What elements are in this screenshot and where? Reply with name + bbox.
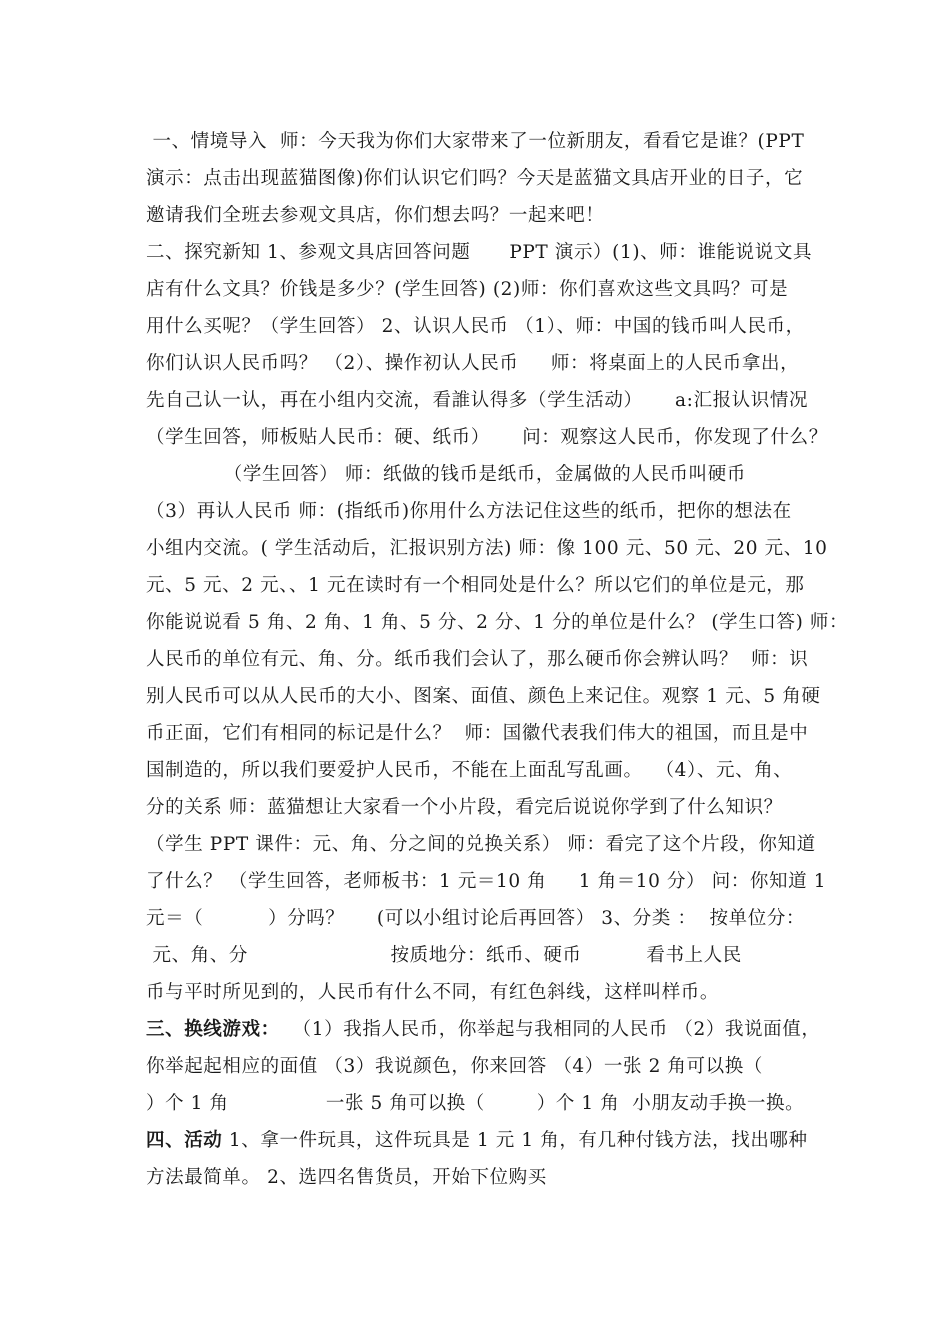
text-line: 币正面，它们有相同的标记是什么？ 师：国徽代表我们伟大的祖国，而且是中 [146,723,809,744]
section-4-line [146,1129,808,1153]
text-line: 元、5 元、2 元、、1 元在读时有一个相同处是什么？所以它们的单位是元，那 [146,575,805,596]
text-line: 二、探究新知 1、参观文具店回答问题 PPT 演示）(1)、师：谁能说说文具 [146,242,813,263]
section-3-heading: 三、换线游戏： [146,1019,280,1040]
text-line: 演示：点击出现蓝猫图像)你们认识它们吗？今天是蓝猫文具店开业的日子，它 [146,168,804,189]
section-3-line [146,1018,821,1042]
text-line: 你举起起相应的面值 （3）我说颜色，你来回答 （4）一张 2 角可以换（ [146,1056,763,1077]
text-line: 小组内交流。( 学生活动后，汇报识别方法) 师：像 100 元、50 元、20 元、10 [146,538,828,559]
text-line: 分的关系 师：蓝猫想让大家看一个小片段，看完后说说你学到了什么知识？ [146,797,783,818]
text-line: 邀请我们全班去参观文具店，你们想去吗？一起来吧！ [146,205,605,226]
text-line: 一、情境导入 师：今天我为你们大家带来了一位新朋友，看看它是谁？(PPT [146,131,805,152]
text-line: 你们认识人民币吗？ （2）、操作初认人民币 师：将桌面上的人民币拿出， [146,353,800,374]
section-3-text: （1）我指人民币，你举起与我相同的人民币 （2）我说面值， [279,1019,821,1040]
text-line: 你能说说看 5 角、2 角、1 角、5 分、2 分、1 分的单位是什么？ (学生口答) 师： [146,612,849,633]
text-line: 元＝（ ）分吗？ (可以小组讨论后再回答） 3、分类 ： 按单位分： [146,908,806,929]
text-line: ）个 1 角 一张 5 角可以换（ ）个 1 角 小朋友动手换一换。 [146,1093,805,1114]
text-line: （3）再认人民币 师：(指纸币)你用什么方法记住这些的纸币，把你的想法在 [146,501,792,522]
text-line: 店有什么文具？价钱是多少？(学生回答) (2)师：你们喜欢这些文具吗？可是 [146,279,789,300]
text-line: （学生 PPT 课件：元、角、分之间的兑换关系） 师：看完了这个片段，你知道 [146,834,816,855]
text-line: 了什么？ （学生回答，老师板书：1 元＝10 角 1 角＝10 分） 问：你知道 1 [146,871,827,892]
section-4-text: 1、拿一件玩具，这件玩具是 1 元 1 角，有几种付钱方法，找出哪种 [222,1130,808,1151]
text-line: （学生回答） 师：纸做的钱币是纸币，金属做的人民币叫硬币 [146,464,746,485]
text-line: 元、角、分 按质地分：纸币、硬币 看书上人民 [146,945,742,966]
text-line: 先自己认一认，再在小组内交流，看誰认得多（学生活动） a:汇报认识情况 [146,390,809,411]
text-line: 别人民币可以从人民币的大小、图案、面值、颜色上来记住。观察 1 元、5 角硬 [146,686,821,707]
text-line: 方法最简单。 2、选四名售货员，开始下位购买 [146,1167,547,1188]
text-line: （学生回答，师板贴人民币：硬、纸币） 问：观察这人民币，你发现了什么？ [146,427,828,448]
text-line: 人民币的单位有元、角、分。纸币我们会认了，那么硬币你会辨认吗？ 师：识 [146,649,809,670]
text-line: 币与平时所见到的，人民币有什么不同，有红色斜线，这样叫样币。 [146,982,720,1003]
section-4-heading: 四、活动 [146,1130,223,1151]
text-line: 国制造的，所以我们要爱护人民币，不能在上面乱写乱画。 （4）、元、角、 [146,760,793,781]
text-line: 用什么买呢？（学生回答） 2、认识人民币 （1）、师：中国的钱币叫人民币， [146,316,805,337]
